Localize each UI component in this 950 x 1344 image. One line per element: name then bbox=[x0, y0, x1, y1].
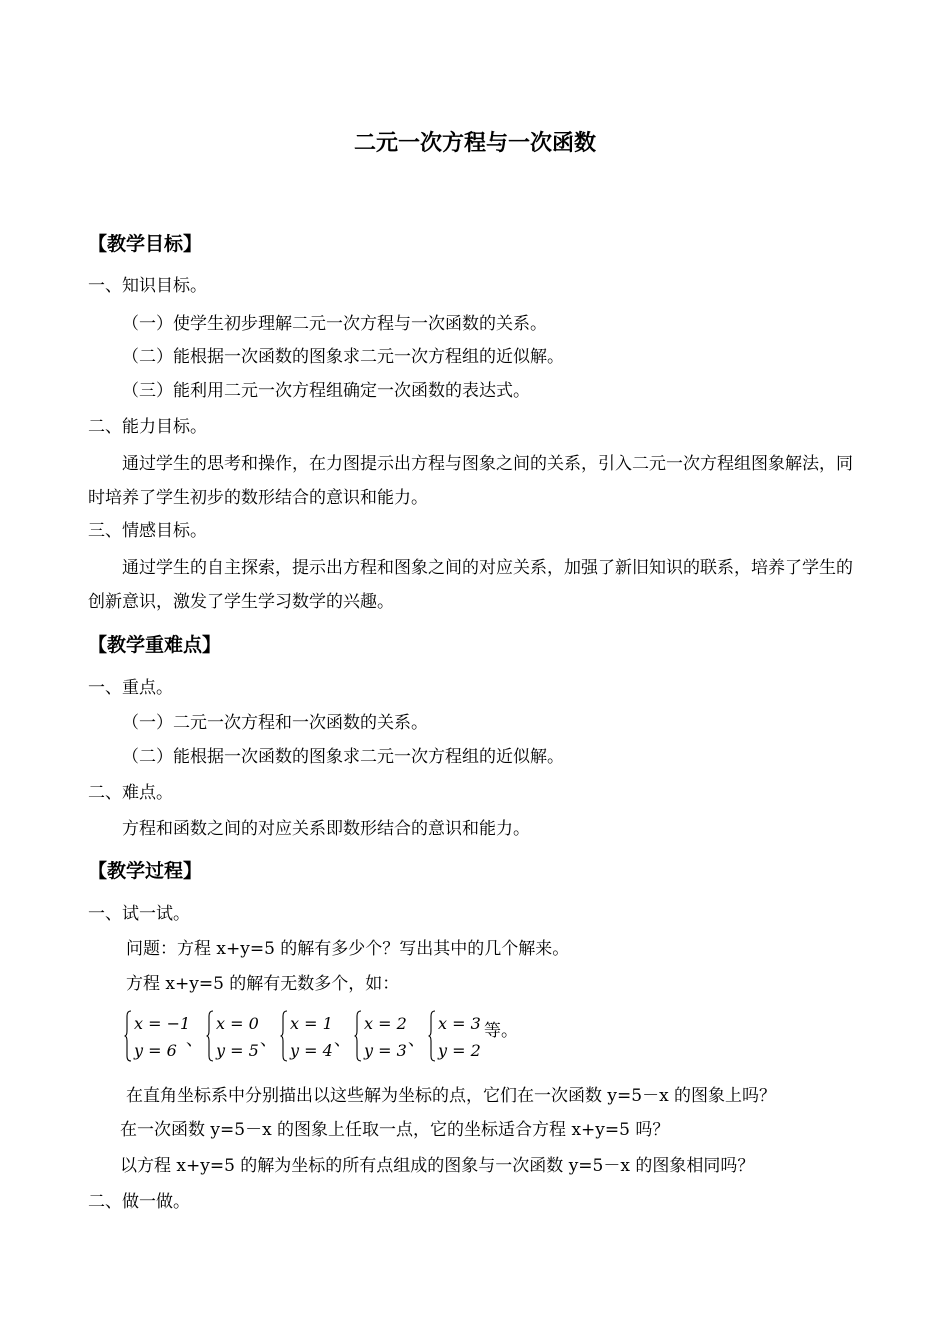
section-heading-key-points: 【教学重难点】 bbox=[88, 634, 222, 656]
equation-x: x = 0 bbox=[216, 1014, 259, 1033]
key-heading-difficulty: 二、难点。 bbox=[88, 783, 173, 803]
question-1: 在直角坐标系中分别描出以这些解为坐标的点，它们在一次函数 y=5－x 的图象上吗？ bbox=[126, 1086, 777, 1106]
question-text: 问题：方程 x+y=5 的解有多少个？写出其中的几个解来。 bbox=[126, 939, 570, 959]
process-heading-try: 一、试一试。 bbox=[88, 904, 190, 924]
section-heading-process: 【教学过程】 bbox=[88, 860, 203, 882]
separator: 、 bbox=[408, 1030, 425, 1050]
page-title: 二元一次方程与一次函数 bbox=[353, 130, 596, 156]
left-brace-icon bbox=[124, 1010, 132, 1062]
equation-x: x = 1 bbox=[290, 1014, 333, 1033]
separator: 、 bbox=[260, 1030, 277, 1050]
objective-heading-knowledge: 一、知识目标。 bbox=[88, 276, 207, 296]
left-brace-icon bbox=[280, 1010, 288, 1062]
equation-x: x = 3 bbox=[438, 1014, 481, 1033]
focus-item-2: （二）能根据一次函数的图象求二元一次方程组的近似解。 bbox=[122, 747, 564, 767]
key-heading-focus: 一、重点。 bbox=[88, 678, 173, 698]
knowledge-item-1: （一）使学生初步理解二元一次方程与一次函数的关系。 bbox=[122, 314, 547, 334]
equation-y: y = 2 bbox=[438, 1041, 481, 1060]
etc-text: 等。 bbox=[484, 1021, 518, 1041]
equation-y: y = 4 bbox=[290, 1041, 333, 1060]
left-brace-icon bbox=[354, 1010, 362, 1062]
process-heading-do: 二、做一做。 bbox=[88, 1192, 190, 1212]
left-brace-icon bbox=[428, 1010, 436, 1062]
separator: 、 bbox=[186, 1030, 203, 1050]
objective-heading-ability: 二、能力目标。 bbox=[88, 417, 207, 437]
objective-heading-emotion: 三、情感目标。 bbox=[88, 521, 207, 541]
left-brace-icon bbox=[206, 1010, 214, 1062]
equation-x: x = 2 bbox=[364, 1014, 407, 1033]
knowledge-item-3: （三）能利用二元一次方程组确定一次函数的表达式。 bbox=[122, 381, 530, 401]
answer-text: 方程 x+y=5 的解有无数多个，如： bbox=[126, 974, 400, 994]
knowledge-item-2: （二）能根据一次函数的图象求二元一次方程组的近似解。 bbox=[122, 347, 564, 367]
separator: 、 bbox=[334, 1030, 351, 1050]
equation-y: y = 6 bbox=[134, 1041, 177, 1060]
difficulty-text: 方程和函数之间的对应关系即数形结合的意识和能力。 bbox=[122, 819, 530, 839]
ability-paragraph: 通过学生的思考和操作，在力图提示出方程与图象之间的关系，引入二元一次方程组图象解法，同时培养了学生初步的数形结合的意识和能力。 bbox=[88, 454, 853, 508]
emotion-paragraph: 通过学生的自主探索，提示出方程和图象之间的对应关系，加强了新旧知识的联系，培养了学生的创新意识，激发了学生学习数学的兴趣。 bbox=[88, 558, 853, 612]
question-3: 以方程 x+y=5 的解为坐标的所有点组成的图象与一次函数 y=5－x 的图象相同吗？ bbox=[120, 1156, 755, 1176]
section-heading-objectives: 【教学目标】 bbox=[88, 233, 203, 255]
focus-item-1: （一）二元一次方程和一次函数的关系。 bbox=[122, 713, 428, 733]
question-2: 在一次函数 y=5－x 的图象上任取一点，它的坐标适合方程 x+y=5 吗？ bbox=[120, 1120, 670, 1140]
equation-y: y = 5 bbox=[216, 1041, 259, 1060]
equation-x: x = −1 bbox=[134, 1014, 191, 1033]
equation-y: y = 3 bbox=[364, 1041, 407, 1060]
